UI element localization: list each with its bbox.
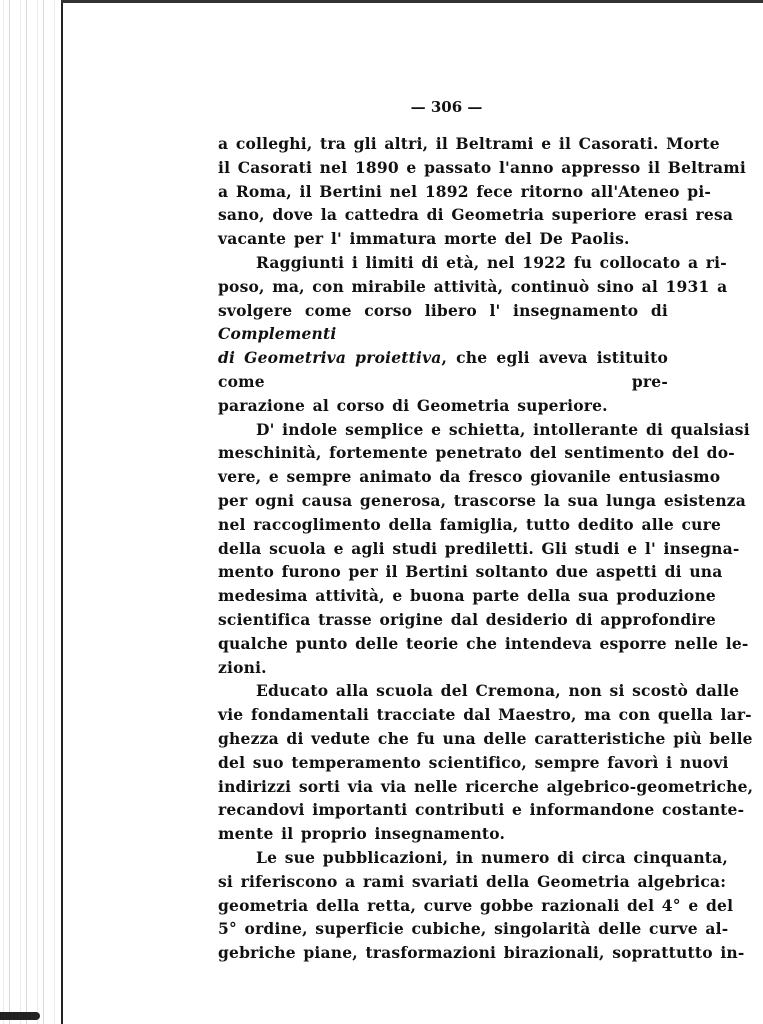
text-line	[218, 346, 668, 394]
text-line: 5° ordine, superficie cubiche, singolarità delle curve al-	[218, 919, 729, 939]
text-line: ghezza di vedute che fu una delle caratteristiche più belle	[218, 728, 753, 748]
scan-margin-noise	[0, 0, 60, 1024]
text-line: vie fondamentali tracciate dal Maestro, ma con quella lar-	[218, 705, 752, 725]
text-line: del suo temperamento scientifico, sempre favorì i nuovi	[218, 752, 729, 772]
body-text	[218, 132, 754, 965]
text-line: a Roma, il Bertini nel 1892 fece ritorno all'Ateneo pi-	[218, 181, 712, 201]
text-line: sano, dove la cattedra di Geometria superiore erasi resa	[218, 205, 734, 225]
page-top-edge	[61, 0, 763, 3]
text-line: parazione al corso di Geometria superiore.	[218, 395, 608, 415]
page-number: — 306 —	[410, 98, 483, 116]
scan-corner-mark	[0, 1012, 40, 1020]
text-line: vacante per l' immatura morte del De Paolis.	[218, 229, 630, 249]
text-line: della scuola e agli studi prediletti. Gli studi e l' insegna-	[218, 538, 740, 558]
text-line: gebriche piane, trasformazioni birazionali, soprattutto in-	[218, 943, 745, 963]
text-line: Educato alla scuola del Cremona, non si scostò dalle	[256, 681, 740, 701]
text-line: Raggiunti i limiti di età, nel 1922 fu collocato a ri-	[256, 252, 727, 272]
text-line: recandovi importanti contributi e informandone costante-	[218, 800, 745, 820]
text-line: vere, e sempre animato da fresco giovanile entusiasmo	[218, 467, 721, 487]
italic-title: Complementi	[218, 324, 337, 344]
text-line: medesima attività, e buona parte della sua produzione	[218, 586, 716, 606]
text-line: mente il proprio insegnamento.	[218, 824, 506, 844]
page-edge-line	[61, 0, 63, 1024]
text-line: mento furono per il Bertini soltanto due aspetti di una	[218, 562, 723, 582]
text-fragment: , che egli aveva istituito come pre-	[218, 348, 668, 391]
text-line: indirizzi sorti via via nelle ricerche algebrico-geometriche,	[218, 776, 754, 796]
text-line: meschinità, fortemente penetrato del sentimento del do-	[218, 443, 735, 463]
text-line: D' indole semplice e schietta, intollerante di qualsiasi	[256, 419, 750, 439]
text-line: per ogni causa generosa, trascorse la sua lunga esistenza	[218, 490, 747, 510]
text-line: zioni.	[218, 657, 267, 677]
text-line: nel raccoglimento della famiglia, tutto dedito alle cure	[218, 514, 722, 534]
text-line: qualche punto delle teorie che intendeva esporre nelle le-	[218, 633, 749, 653]
italic-title: di Geometriva proiettiva	[218, 348, 442, 368]
text-line: geometria della retta, curve gobbe razionali del 4° e del	[218, 895, 734, 915]
text-line	[218, 299, 668, 347]
text-line: si riferiscono a rami svariati della Geometria algebrica:	[218, 871, 727, 891]
text-line: a colleghi, tra gli altri, il Beltrami e il Casorati. Morte	[218, 134, 720, 153]
text-line: Le sue pubblicazioni, in numero di circa cinquanta,	[256, 847, 728, 867]
text-fragment: svolgere come corso libero l' insegnamento di	[218, 300, 668, 320]
text-line: poso, ma, con mirabile attività, continuò sino al 1931 a	[218, 276, 728, 296]
text-line: il Casorati nel 1890 e passato l'anno appresso il Beltrami	[218, 157, 746, 177]
text-line: scientifica trasse origine dal desiderio di approfondire	[218, 609, 716, 629]
